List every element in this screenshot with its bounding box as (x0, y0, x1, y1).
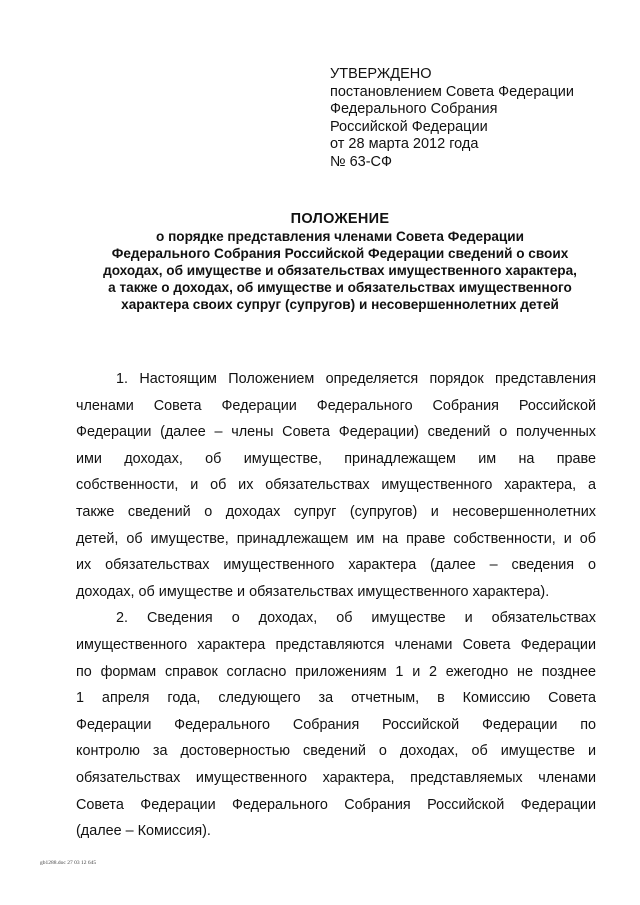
document-title: ПОЛОЖЕНИЕ (290, 211, 390, 227)
text-line: их обязательствах имущественного характера (далее – сведения о (76, 557, 596, 574)
document-body (76, 366, 596, 845)
subtitle-line: о порядке представления членами Совета Федерации (155, 229, 525, 244)
text-line: имущественного характера представляются членами Совета Федерации (76, 636, 596, 653)
text-line: собственности, и об их обязательствах имущественного характера, а (76, 477, 596, 494)
approval-line: УТВЕРЖДЕНО (330, 66, 432, 82)
text-line: членами Совета Федерации Федерального Собрания Российской (76, 397, 596, 414)
file-reference: gb1288.doc 27 03 12 645 (40, 860, 97, 866)
text-line: ими доходах, об имуществе, принадлежащем им на праве (76, 450, 596, 467)
subtitle-line: Федерального Собрания Российской Федерации сведений о своих (111, 246, 569, 261)
text-line: контролю за достоверностью сведений о доходах, об имуществе и (76, 743, 596, 760)
text-line: (далее – Комиссия). (76, 823, 211, 840)
subtitle-line: характера своих супруг (супругов) и несовершеннолетних детей (121, 297, 559, 312)
text-line: доходах, об имуществе и обязательствах имущественного характера). (76, 583, 550, 600)
text-line: Федерации Федерального Собрания Российской Федерации по (76, 716, 596, 733)
approval-line: Федерального Собрания (330, 101, 498, 117)
text-line: Федерации (далее – члены Совета Федерации) сведений о полученных (76, 424, 596, 441)
approval-line: № 63-СФ (330, 153, 393, 170)
approval-line: от 28 марта 2012 года (330, 136, 479, 152)
text-line: Совета Федерации Федерального Собрания Российской Федерации (76, 796, 596, 813)
approval-stamp (330, 66, 620, 171)
subtitle-line: доходах, об имуществе и обязательствах имущественного характера, (103, 263, 577, 278)
subtitle-line: а также о доходах, об имуществе и обязательствах имущественного (108, 280, 572, 295)
text-line: детей, об имуществе, принадлежащем им на праве собственности, и об (76, 530, 596, 547)
approval-line: постановлением Совета Федерации (330, 83, 575, 100)
text-line: 2. Сведения о доходах, об имуществе и обязательствах (116, 610, 596, 627)
paragraph-1 (76, 366, 596, 605)
text-line: по формам справок согласно приложениям 1 и 2 ежегодно не позднее (76, 663, 596, 680)
text-line: 1. Настоящим Положением определяется порядок представления (116, 371, 596, 387)
text-line: 1 апреля года, следующего за отчетным, в Комиссию Совета (76, 690, 596, 707)
approval-line: Российской Федерации (330, 118, 488, 135)
text-line: обязательствах имущественного характера, представляемых членами (76, 769, 596, 786)
text-line: также сведений о доходах супруг (супругов) и несовершеннолетних (76, 503, 596, 520)
document-heading (60, 210, 620, 313)
paragraph-2 (76, 605, 596, 844)
document-subtitle (60, 228, 620, 313)
